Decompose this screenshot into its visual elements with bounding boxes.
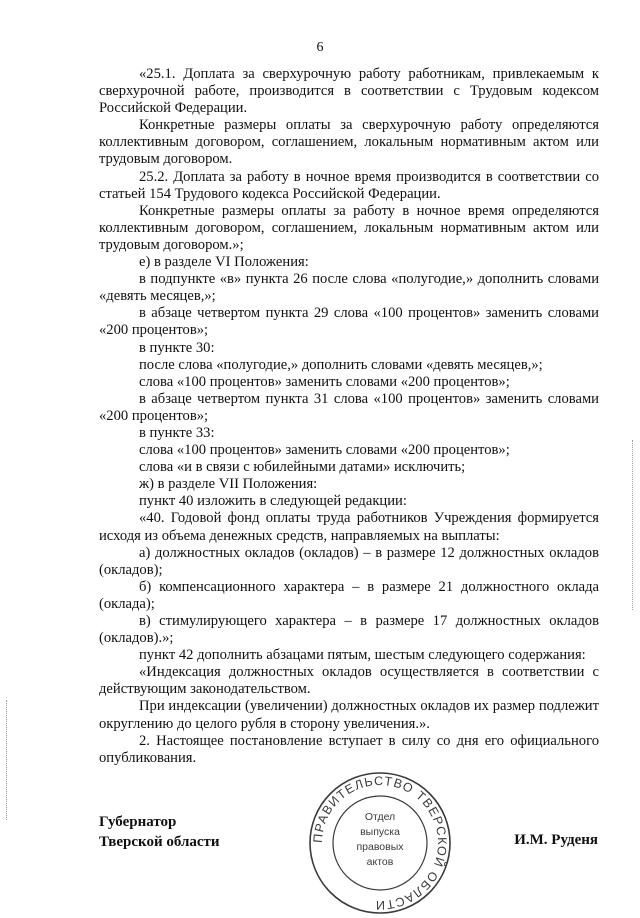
paragraph: в) стимулирующего характера – в размере 17 должностных окладов (окладов).»; — [99, 613, 599, 647]
scan-margin-mark — [632, 440, 634, 610]
paragraph: 2. Настоящее постановление вступает в силу со дня его официального опубликования. — [99, 732, 599, 766]
paragraph: б) компенсационного характера – в размере 21 должностного оклада (оклада); — [99, 578, 599, 612]
paragraph: слова «100 процентов» заменить словами «200 процентов»; — [139, 373, 510, 390]
paragraph: Конкретные размеры оплаты за работу в ночное время определяются коллективным договором, соглашением, локальным нормативным актом или трудовым договором.»; — [99, 202, 599, 253]
paragraph: в пункте 30: — [139, 339, 215, 356]
stamp-center-line-3: правовых — [356, 841, 404, 853]
scan-margin-mark — [6, 700, 8, 820]
paragraph: в абзаце четвертом пункта 31 слова «100 процентов» заменить словами «200 процентов»; — [99, 390, 599, 424]
signatory-name: И.М. Руденя — [514, 832, 598, 848]
paragraph: пункт 42 дополнить абзацами пятым, шестым следующего содержания: — [139, 647, 586, 664]
paragraph: в подпункте «в» пункта 26 после слова «полугодие,» дополнить словами «девять месяцев,»; — [99, 271, 599, 305]
paragraph: Конкретные размеры оплаты за сверхурочную работу определяются коллективным договором, соглашением, локальным нормативным актом или трудовым договором. — [99, 117, 599, 168]
paragraph: а) должностных окладов (окладов) – в размере 12 должностных окладов (окладов); — [99, 544, 599, 578]
stamp-ring-textpath: ПРАВИТЕЛЬСТВО ТВЕРСКОЙ ОБЛАСТИ — [310, 773, 450, 913]
paragraph: в пункте 33: — [139, 424, 215, 441]
paragraph: 25.2. Доплата за работу в ночное время производится в соответствии со статьей 154 Трудового кодекса Российской Федерации. — [99, 168, 599, 202]
paragraph: ж) в разделе VII Положения: — [139, 476, 318, 493]
paragraph: после слова «полугодие,» дополнить словами «девять месяцев,»; — [139, 356, 543, 373]
paragraph: е) в разделе VI Положения: — [139, 254, 309, 271]
paragraph: слова «100 процентов» заменить словами «200 процентов»; — [139, 442, 510, 459]
official-stamp — [305, 768, 455, 918]
page-number: 6 — [316, 40, 324, 55]
paragraph: слова «и в связи с юбилейными датами» исключить; — [139, 459, 466, 476]
stamp-center-line-4: актов — [366, 856, 394, 868]
paragraph: «Индексация должностных окладов осуществляется в соответствии с действующим законодательством. — [99, 664, 599, 698]
stamp-center-line-2: выпуска — [360, 826, 400, 838]
position-title: Губернатор — [99, 814, 177, 830]
paragraph: пункт 40 изложить в следующей редакции: — [139, 493, 407, 510]
paragraph: в абзаце четвертом пункта 29 слова «100 процентов» заменить словами «200 процентов»; — [99, 305, 599, 339]
signatory-position — [99, 812, 220, 852]
stamp-center-line-1: Отдел — [364, 811, 396, 823]
position-region: Тверской области — [99, 834, 220, 850]
document-body — [99, 66, 599, 767]
paragraph: «25.1. Доплата за сверхурочную работу работникам, привлекаемым к сверхурочной работе, производится в соответствии с Трудовым кодексом Российской Федерации. — [99, 66, 599, 117]
paragraph: «40. Годовой фонд оплаты труда работников Учреждения формируется исходя из объема денежных средств, направляемых на выплаты: — [99, 510, 599, 544]
paragraph: При индексации (увеличении) должностных окладов их размер подлежит округлению до целого рубля в сторону увеличения.». — [99, 698, 599, 732]
